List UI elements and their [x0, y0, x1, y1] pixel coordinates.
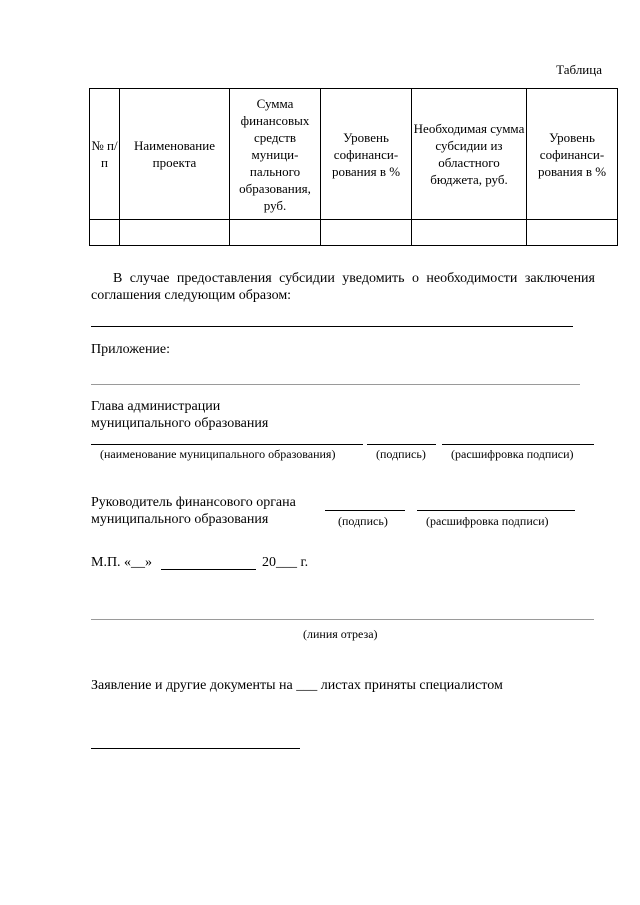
finance-head-signature-line[interactable] — [325, 510, 405, 511]
col-number-header: № п/п — [90, 89, 120, 220]
finance-head-decoding-line[interactable] — [417, 510, 575, 511]
col-cofinancing-level-2-header: Уровень софинанси-рования в % — [527, 89, 618, 220]
statement-text — [91, 678, 503, 694]
col-municipal-funds-header: Сумма финансовых средств муници-пального образования, руб. — [230, 89, 321, 220]
head-admin-decoding-line[interactable] — [442, 444, 594, 445]
caption-head-admin-decoding: (расшифровка подписи) — [451, 447, 574, 461]
table-cell[interactable] — [230, 220, 321, 246]
head-admin-signature-line[interactable] — [367, 444, 436, 445]
table-cell[interactable] — [527, 220, 618, 246]
appendix-fill-line[interactable] — [91, 384, 580, 385]
municipality-name-line[interactable] — [91, 444, 363, 445]
table-cell[interactable] — [120, 220, 230, 246]
col-subsidy-amount-header: Необходимая сумма субсидии из областного бюджета, руб. — [412, 89, 527, 220]
head-admin-title-line2: муниципального образования — [91, 416, 269, 431]
caption-head-admin-signature: (подпись) — [376, 447, 426, 461]
table-cell[interactable] — [90, 220, 120, 246]
caption-municipality-name: (наименование муниципального образования) — [100, 447, 336, 461]
head-admin-title-line1: Глава администрации — [91, 399, 221, 414]
subsidy-table — [89, 88, 618, 246]
finance-head-title-line2: муниципального образования — [91, 512, 269, 527]
caption-finance-head-decoding: (расшифровка подписи) — [426, 514, 549, 528]
caption-finance-head-signature: (подпись) — [338, 514, 388, 528]
col-project-name-header: Наименование проекта — [120, 89, 230, 220]
stamp-date-month-line[interactable] — [161, 569, 256, 570]
table-label: Таблица — [556, 62, 602, 77]
stamp-date-day[interactable]: «__» — [124, 555, 152, 570]
stamp-mp-label: М.П. — [91, 555, 121, 570]
notice-fill-line[interactable] — [91, 326, 573, 327]
appendix-label: Приложение: — [91, 342, 171, 357]
statement-text-after: листах приняты специалистом — [320, 678, 503, 693]
table-cell[interactable] — [412, 220, 527, 246]
specialist-signature-line[interactable] — [91, 748, 300, 749]
statement-sheets-blank[interactable]: ___ — [296, 678, 318, 693]
cut-line-caption: (линия отреза) — [303, 627, 378, 641]
cut-line — [91, 619, 594, 620]
finance-head-title-line1: Руководитель финансового органа — [91, 495, 296, 510]
table-row — [90, 220, 618, 246]
statement-text-before: Заявление и другие документы на — [91, 678, 293, 693]
table-cell[interactable] — [321, 220, 412, 246]
table-header-row — [90, 89, 618, 220]
col-cofinancing-level-header: Уровень софинанси-рования в % — [321, 89, 412, 220]
stamp-date-year[interactable]: 20___ г. — [262, 555, 309, 570]
notice-paragraph: В случае предоставления субсидии уведомить о необходимости заключения соглашения следующим образом: — [91, 271, 595, 303]
